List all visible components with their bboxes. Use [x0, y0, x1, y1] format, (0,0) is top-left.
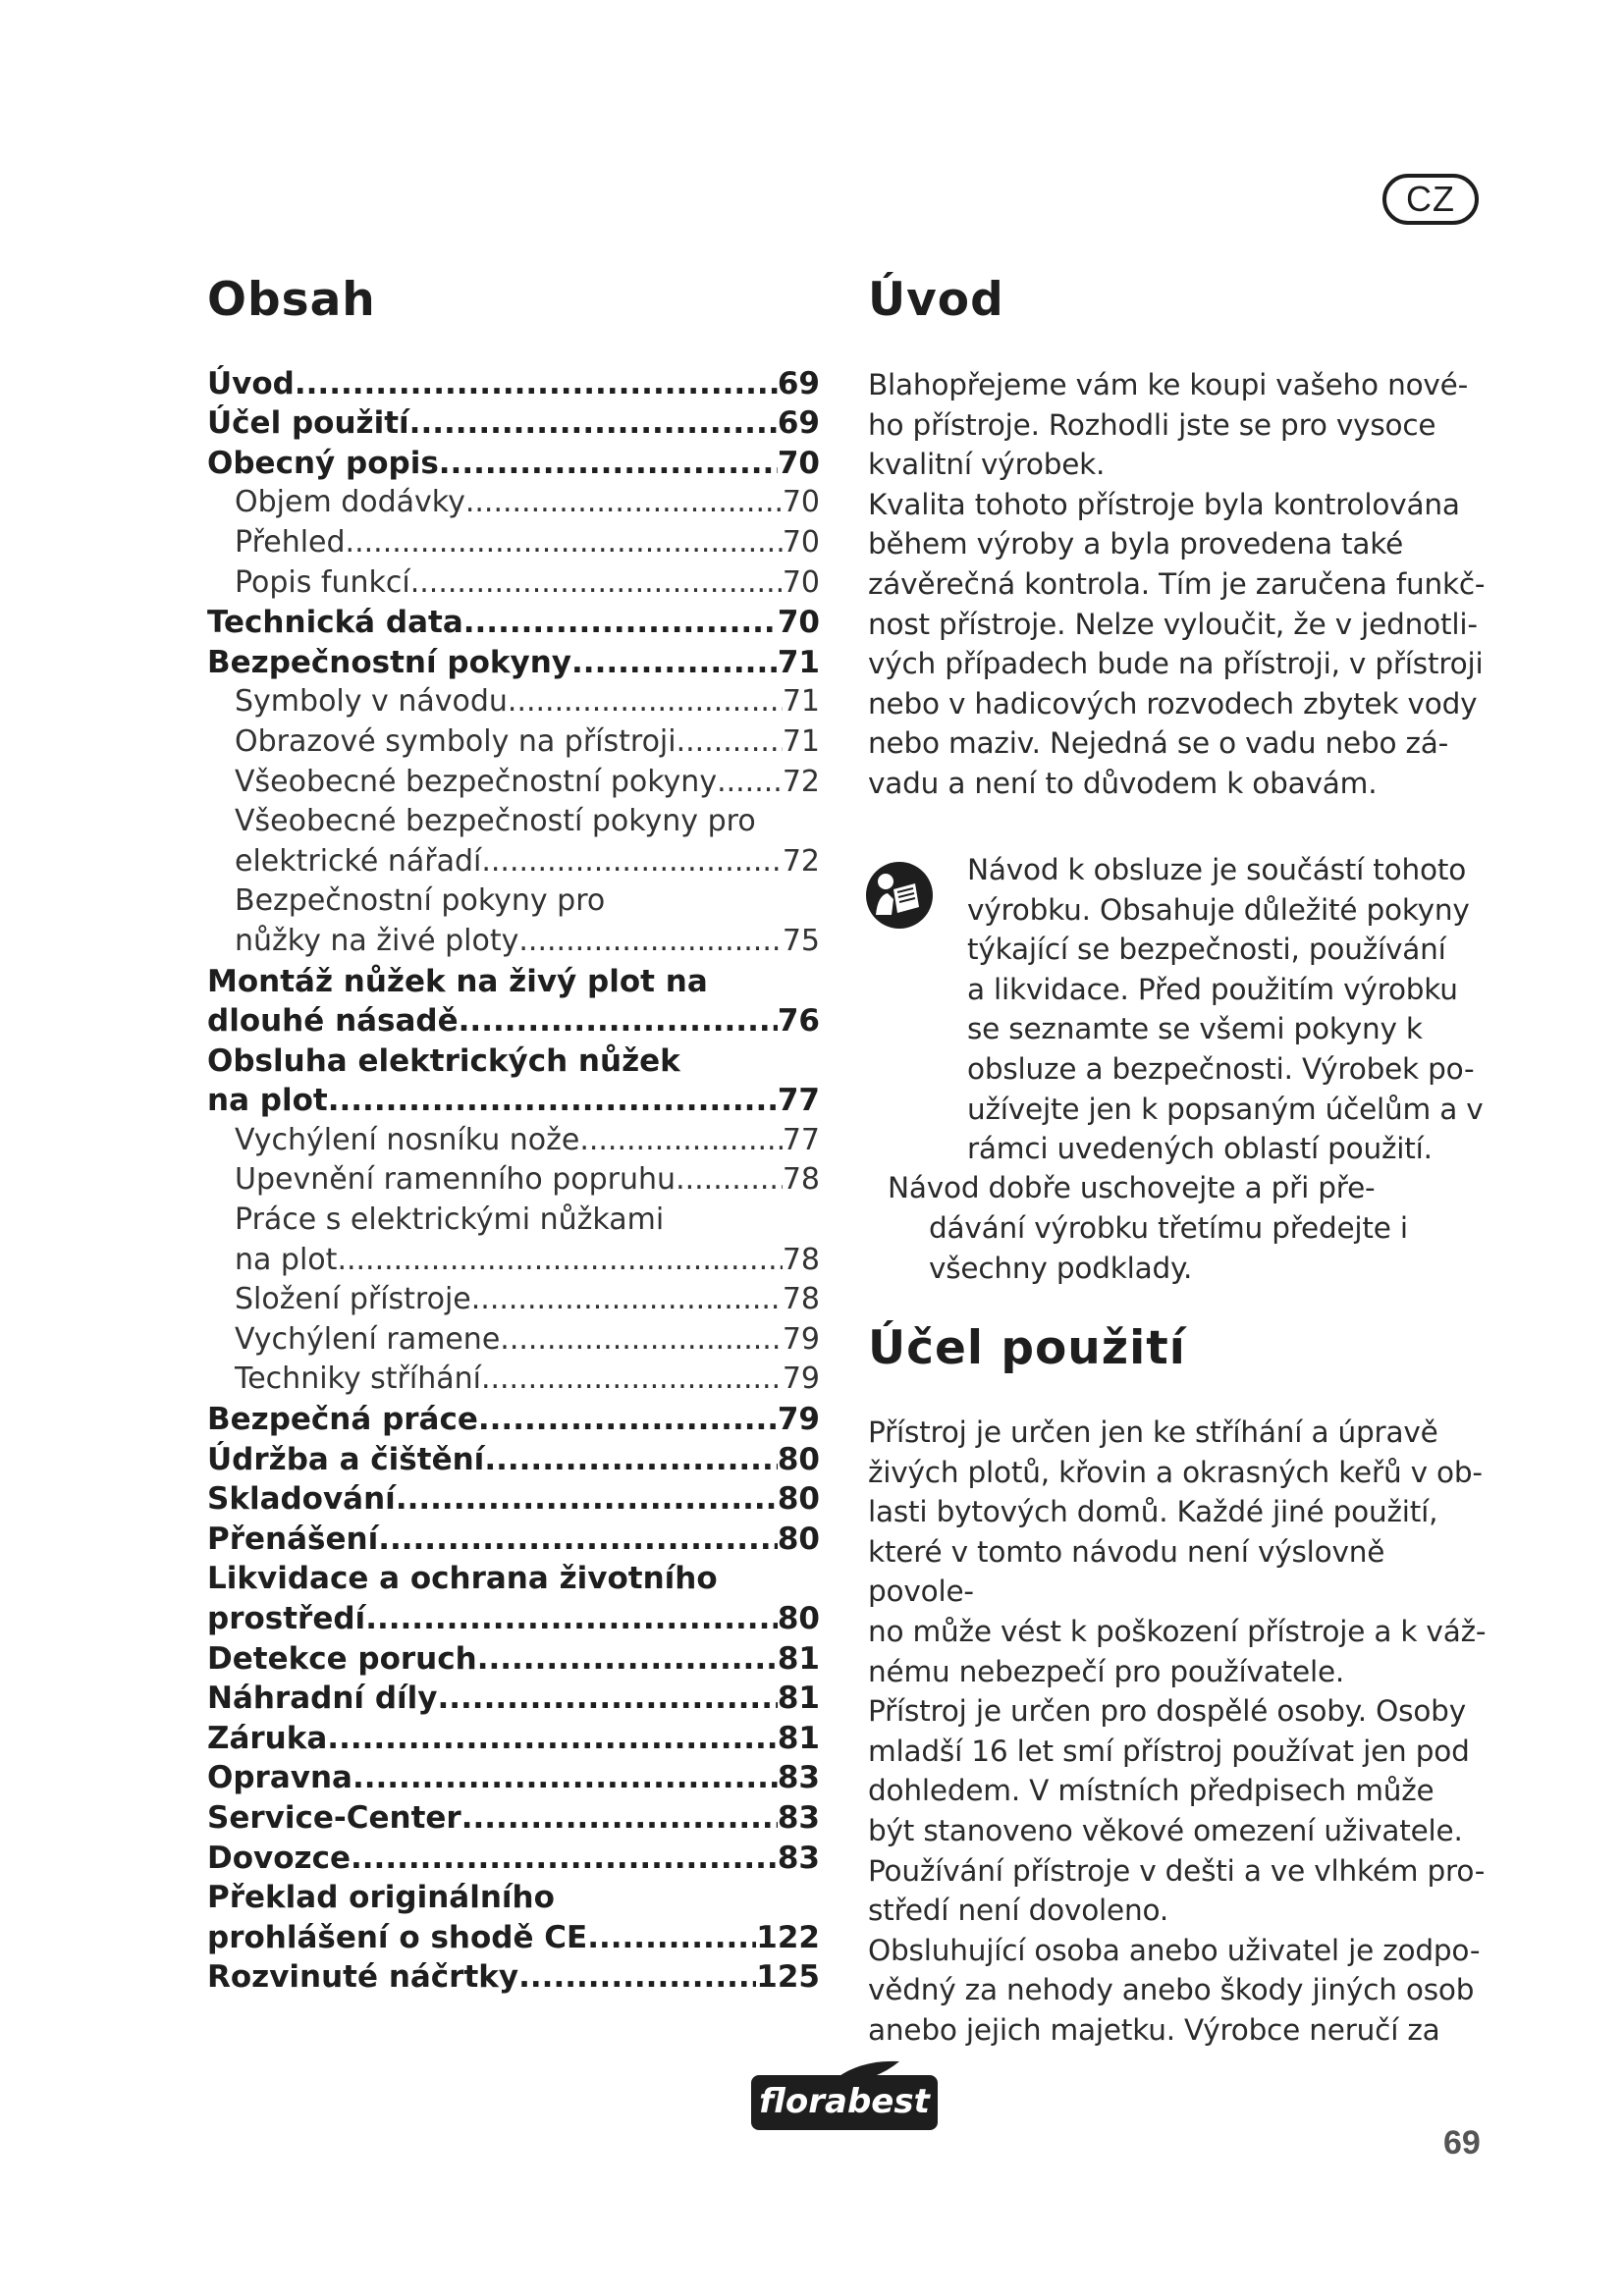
toc-leader-dots [327, 1719, 778, 1758]
toc-entry-title: Všeobecné bezpečností pokyny pro [235, 804, 756, 839]
toc-entry-page: 69 [777, 405, 820, 442]
toc-entry-page: 71 [782, 684, 820, 720]
toc-entry-title: Opravna [207, 1760, 352, 1796]
toc-entry [207, 1598, 820, 1638]
toc-entry [207, 1519, 820, 1559]
toc-entry-page: 70 [777, 605, 820, 641]
toc-entry [207, 603, 820, 643]
toc-entry [207, 1319, 820, 1360]
toc-leader-dots [409, 403, 778, 443]
toc-entry [207, 1200, 820, 1240]
toc-entry [207, 483, 820, 523]
toc-leader-dots [396, 1479, 778, 1519]
manual-notice-tail-rest: dávání výrobku třetímu předejte i všechny podklady. [929, 1211, 1408, 1285]
toc-leader-dots [717, 763, 783, 802]
toc-entry-title: dlouhé násadě [207, 1003, 459, 1040]
page-number: 69 [1443, 2124, 1481, 2162]
toc-entry-page: 72 [782, 843, 820, 879]
toc-entry-page: 81 [777, 1681, 820, 1717]
toc-entry-title: Skladování [207, 1481, 396, 1518]
toc-leader-dots [346, 523, 783, 562]
toc-entry-page: 81 [777, 1720, 820, 1756]
toc-entry [207, 403, 820, 444]
toc-leader-dots [518, 1957, 756, 1997]
toc-entry-title: Záruka [207, 1720, 328, 1756]
toc-entry-page: 70 [782, 485, 820, 520]
toc-leader-dots [410, 563, 783, 603]
toc-entry-title: prohlášení o shodě CE [207, 1919, 588, 1955]
toc-entry-title: Montáž nůžek na živý plot na [207, 963, 708, 999]
toc-entry [207, 363, 820, 403]
toc-entry-page: 79 [782, 1362, 820, 1397]
toc-leader-dots [676, 1160, 783, 1200]
manual-notice-tail-first: Návod dobře uschovejte a při pře- [888, 1171, 1376, 1204]
toc-entry-title: Úvod [207, 365, 295, 401]
toc-entry-page: 70 [782, 524, 820, 560]
toc-entry [207, 1559, 820, 1599]
toc-leader-dots [337, 1241, 782, 1280]
toc-entry-page: 83 [777, 1840, 820, 1876]
toc-leader-dots [295, 364, 778, 403]
toc-entry-title: Všeobecné bezpečnostní pokyny [235, 764, 718, 799]
country-badge: CZ [1382, 174, 1479, 225]
toc-entry [207, 881, 820, 922]
toc-leader-dots [484, 1440, 778, 1479]
toc-entry-title: Obecný popis [207, 445, 439, 481]
toc-entry-page: 81 [777, 1640, 820, 1677]
toc-entry-title: Rozvinuté náčrtky [207, 1959, 519, 1996]
manual-notice: Návod k obsluze je součástí tohoto výrobku. Obsahuje důležité pokyny týkající se bezpečnosti, používání a likvidace. Před použitím výrobku se seznamte se všemi pokyny k obsluze a bezpečnosti. Výrobek po- užívejte jen k popsaným účelům a v rámci uvedených oblastí použití. [967, 853, 1484, 1166]
intro-paragraph: Blahopřejeme vám ke koupi vašeho nové- ho přístroje. Rozhodli jste se pro vysoce kvalitní výrobek. Kvalita tohoto přístroje byla kontrolována během výroby a byla provedena také závěrečná kontrola. Tím je zaručena funkč- nost přístroje. Nelze vyloučit, že v jednotli- vých případech bude na přístroji, v přístroji nebo v hadicových rozvodech zbytek vody nebo maziv. Nejedná se o vadu nebo zá- vadu a není to důvodem k obavám. [868, 368, 1486, 800]
toc-leader-dots [351, 1839, 778, 1878]
toc-entry-title: Práce s elektrickými nůžkami [235, 1202, 665, 1238]
toc-entry-page: 83 [777, 1799, 820, 1836]
toc-entry [207, 682, 820, 722]
toc-leader-dots [378, 1520, 778, 1559]
toc-leader-dots [478, 1400, 778, 1439]
toc-entry-title: Bezpečná práce [207, 1402, 478, 1438]
toc-leader-dots [481, 842, 782, 881]
toc-entry-title: Náhradní díly [207, 1681, 438, 1717]
toc-leader-dots [461, 1798, 778, 1838]
toc-entry [207, 802, 820, 842]
toc-entry [207, 1638, 820, 1679]
toc-leader-dots [508, 682, 783, 721]
toc-entry-title: Údržba a čištění [207, 1441, 485, 1477]
toc-entry [207, 642, 820, 682]
toc-leader-dots [587, 1918, 756, 1957]
toc-entry-title: Účel použití [207, 405, 409, 442]
toc-leader-dots [352, 1758, 778, 1797]
purpose-heading: Účel použití [868, 1321, 1186, 1375]
toc-entry [207, 1957, 820, 1998]
toc-entry-title: Vychýlení nosníku nože [235, 1122, 580, 1157]
toc-entry-title: elektrické nářadí [235, 843, 482, 879]
toc-entry-page: 77 [777, 1083, 820, 1119]
toc-leader-dots [328, 1081, 778, 1120]
toc-entry [207, 1439, 820, 1479]
toc-entry [207, 1280, 820, 1320]
toc-entry [207, 522, 820, 562]
toc-entry-page: 80 [777, 1441, 820, 1477]
toc-entry [207, 1240, 820, 1280]
toc-entry [207, 1838, 820, 1878]
toc-leader-dots [437, 1679, 777, 1718]
florabest-logo: florabest [751, 2075, 938, 2130]
toc-entry-page: 80 [777, 1601, 820, 1636]
toc-entry-page: 71 [782, 723, 820, 759]
toc-leader-dots [571, 643, 778, 682]
toc-entry-page: 77 [782, 1122, 820, 1157]
toc-entry-title: na plot [235, 1242, 338, 1277]
toc-entry-title: nůžky na živé ploty [235, 923, 519, 958]
toc-entry-page: 75 [782, 923, 820, 958]
toc-entry-page: 78 [782, 1242, 820, 1277]
toc-leader-dots [481, 1360, 783, 1399]
toc-entry-title: na plot [207, 1083, 328, 1119]
toc-leader-dots [463, 603, 778, 642]
toc-entry [207, 1718, 820, 1758]
toc-entry-page: 78 [782, 1282, 820, 1317]
toc-entry-page: 78 [782, 1162, 820, 1198]
toc-entry-page: 79 [782, 1321, 820, 1357]
read-manual-icon [864, 860, 935, 931]
toc-entry-page: 80 [777, 1481, 820, 1518]
toc-entry-title: Popis funkcí [235, 564, 410, 600]
toc-entry [207, 1160, 820, 1201]
toc-leader-dots [477, 1639, 778, 1679]
toc-entry-page: 71 [777, 644, 820, 680]
toc-leader-dots [579, 1121, 782, 1160]
table-of-contents [207, 363, 820, 1997]
toc-entry-title: Bezpečnostní pokyny pro [235, 883, 606, 919]
toc-entry-title: Přehled [235, 524, 346, 560]
toc-heading: Obsah [207, 273, 376, 327]
toc-entry [207, 1081, 820, 1121]
toc-entry [207, 1399, 820, 1439]
toc-entry [207, 721, 820, 762]
toc-entry-title: Technická data [207, 605, 463, 641]
toc-leader-dots [677, 722, 783, 762]
toc-entry-title: Objem dodávky [235, 485, 465, 520]
toc-entry-page: 72 [782, 764, 820, 799]
toc-entry-title: Techniky stříhání [235, 1362, 481, 1397]
toc-leader-dots [439, 444, 778, 483]
toc-entry-page: 80 [777, 1521, 820, 1557]
purpose-paragraph: Přístroj je určen jen ke stříhání a úpravě živých plotů, křovin a okrasných keřů v ob- lasti bytových domů. Každé jiné použití, které v tomto návodu není výslovně povole- no může vést k poškození přístroje a k váž- nému nebezpečí pro používatele. Přístroj je určen pro dospělé osoby. Osoby mladší 16 let smí přístroj používat jen pod dohledem. V místních předpisech může být stanoveno věkové omezení uživatele. Používání přístroje v dešti a ve vlhkém pro- středí není dovoleno. Obsluhující osoba anebo uživatel je zodpo- vědný za nehody anebo škody jiných osob anebo jejich majetku. Výrobce neručí za [868, 1415, 1487, 2047]
toc-entry-title: Service-Center [207, 1799, 461, 1836]
toc-entry [207, 562, 820, 603]
toc-entry-title: Překlad originálního [207, 1880, 555, 1916]
toc-entry-page: 125 [756, 1959, 820, 1996]
toc-entry [207, 1797, 820, 1838]
toc-entry-title: Obrazové symboly na přístroji [235, 723, 677, 759]
toc-entry [207, 1001, 820, 1041]
toc-entry-title: Likvidace a ochrana životního [207, 1561, 718, 1597]
toc-entry-title: Vychýlení ramene [235, 1321, 501, 1357]
toc-entry-title: Přenášení [207, 1521, 379, 1557]
toc-entry-page: 83 [777, 1760, 820, 1796]
toc-entry-page: 122 [756, 1919, 820, 1955]
toc-entry [207, 1120, 820, 1160]
toc-entry-page: 76 [777, 1003, 820, 1040]
toc-entry-title: Symboly v návodu [235, 684, 508, 720]
toc-entry [207, 1360, 820, 1400]
toc-entry-title: Složení přístroje [235, 1282, 471, 1317]
toc-leader-dots [500, 1320, 783, 1360]
toc-entry [207, 841, 820, 881]
toc-entry [207, 1479, 820, 1520]
toc-entry-title: Upevnění ramenního popruhu [235, 1162, 677, 1198]
toc-entry-page: 69 [777, 365, 820, 401]
toc-entry [207, 1917, 820, 1957]
toc-entry-title: Obsluha elektrických nůžek [207, 1042, 680, 1079]
toc-entry-title: Dovozce [207, 1840, 351, 1876]
toc-entry [207, 921, 820, 961]
intro-heading: Úvod [868, 273, 1004, 327]
toc-entry [207, 1679, 820, 1719]
toc-entry [207, 1041, 820, 1081]
toc-leader-dots [471, 1280, 783, 1319]
toc-entry [207, 1758, 820, 1798]
toc-entry-page: 79 [777, 1402, 820, 1438]
toc-entry-title: prostředí [207, 1601, 366, 1636]
toc-entry-page: 70 [782, 564, 820, 600]
toc-leader-dots [465, 483, 783, 522]
toc-leader-dots [365, 1599, 778, 1638]
toc-leader-dots [459, 1001, 778, 1041]
toc-entry-title: Bezpečnostní pokyny [207, 644, 572, 680]
toc-entry-page: 70 [777, 445, 820, 481]
toc-entry [207, 762, 820, 802]
toc-entry [207, 961, 820, 1001]
toc-entry [207, 443, 820, 483]
toc-entry-title: Detekce poruch [207, 1640, 477, 1677]
toc-entry [207, 1878, 820, 1918]
toc-leader-dots [518, 922, 782, 961]
